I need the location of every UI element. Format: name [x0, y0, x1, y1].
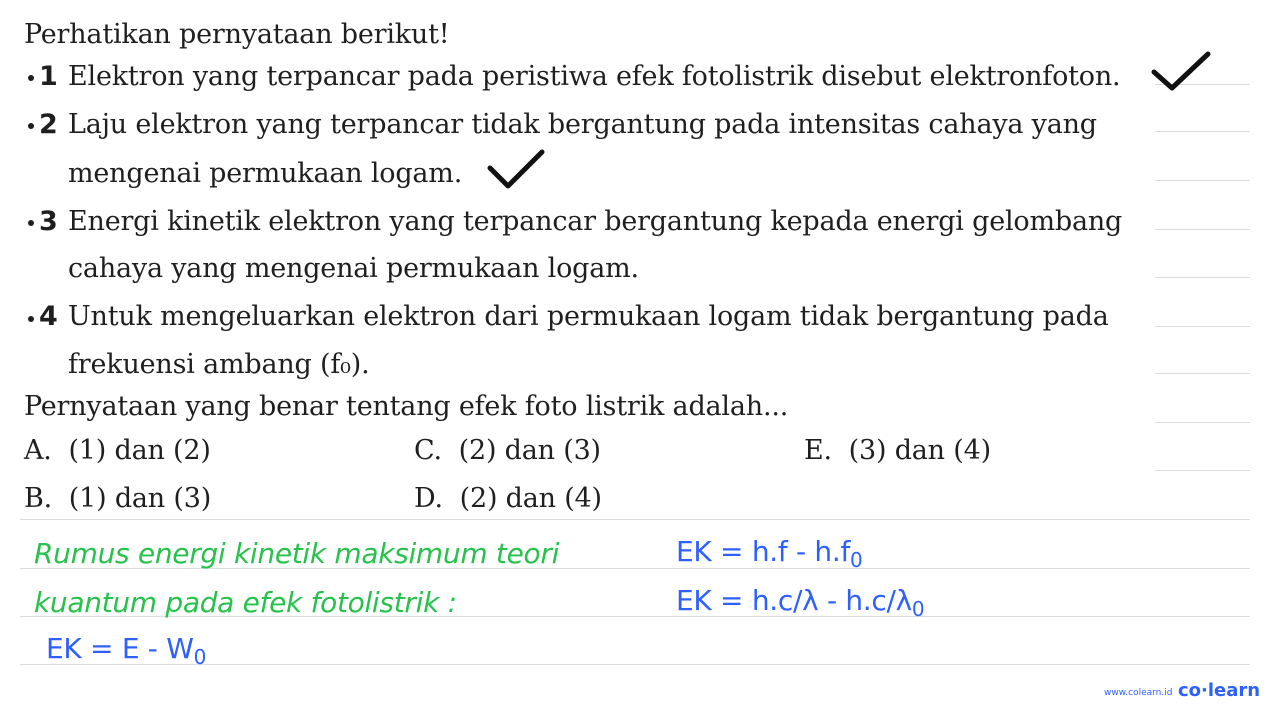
- option-d[interactable]: [414, 482, 602, 516]
- option-letter: E.: [804, 435, 832, 466]
- bullet-dot: [28, 123, 34, 129]
- statement-number: 4: [39, 301, 58, 332]
- option-letter: A.: [24, 435, 52, 466]
- statement-text: Untuk mengeluarkan elektron dari permukaan logam tidak bergantung pada: [68, 301, 1109, 332]
- statement-text-continued: cahaya yang mengenai permukaan logam.: [68, 253, 639, 284]
- statement-number: 2: [39, 109, 58, 140]
- statement-number: 3: [39, 206, 58, 237]
- statement-text: Energi kinetik elektron yang terpancar bergantung kepada energi gelombang: [68, 206, 1123, 237]
- statement-text-continued: mengenai permukaan logam.: [68, 158, 463, 189]
- option-letter: D.: [414, 483, 443, 514]
- note-line-1: Rumus energi kinetik maksimum teori: [34, 537, 560, 570]
- statement-text: Elektron yang terpancar pada peristiwa efek fotolistrik disebut elektronfoton.: [68, 61, 1121, 92]
- colearn-logo: co·learn: [1178, 680, 1261, 701]
- statement-text: Laju elektron yang terpancar tidak bergantung pada intensitas cahaya yang: [68, 109, 1097, 140]
- bullet-dot: [28, 316, 34, 322]
- formula-text: EK = E - W: [46, 632, 194, 665]
- checkmark-icon: [484, 146, 548, 192]
- intro-text: Perhatikan pernyataan berikut!: [24, 19, 450, 50]
- option-letter: B.: [24, 483, 53, 514]
- statement-number: 1: [39, 61, 58, 92]
- option-text: (1) dan (2): [68, 435, 211, 466]
- bullet-dot: [28, 75, 34, 81]
- note-line-2: kuantum pada efek fotolistrik :: [34, 586, 457, 619]
- option-text: (1) dan (3): [68, 483, 212, 514]
- formula-ek-e-w: [46, 632, 207, 669]
- option-a[interactable]: [24, 434, 211, 468]
- option-e[interactable]: [804, 434, 991, 468]
- question-text: Pernyataan yang benar tentang efek foto listrik adalah...: [24, 391, 789, 422]
- option-c[interactable]: [414, 434, 601, 468]
- checkmark-icon: [1150, 48, 1214, 94]
- formula-subscript: 0: [850, 548, 863, 572]
- option-letter: C.: [414, 435, 442, 466]
- option-text: (2) dan (4): [459, 483, 602, 514]
- option-text: (3) dan (4): [848, 435, 991, 466]
- formula-ek-hf: [676, 535, 863, 572]
- formula-subscript: 0: [911, 597, 925, 621]
- formula-ek-hc-lambda: [676, 584, 925, 621]
- option-text: (2) dan (3): [458, 435, 601, 466]
- statement-text-continued: frekuensi ambang (f₀).: [68, 349, 370, 380]
- footer-url: www.colearn.id: [1104, 688, 1173, 698]
- formula-text: EK = h.c/λ - h.c/λ: [676, 584, 912, 617]
- formula-subscript: 0: [193, 645, 207, 669]
- formula-text: EK = h.f - h.f: [676, 535, 851, 568]
- bullet-dot: [28, 220, 34, 226]
- option-b[interactable]: [24, 482, 211, 516]
